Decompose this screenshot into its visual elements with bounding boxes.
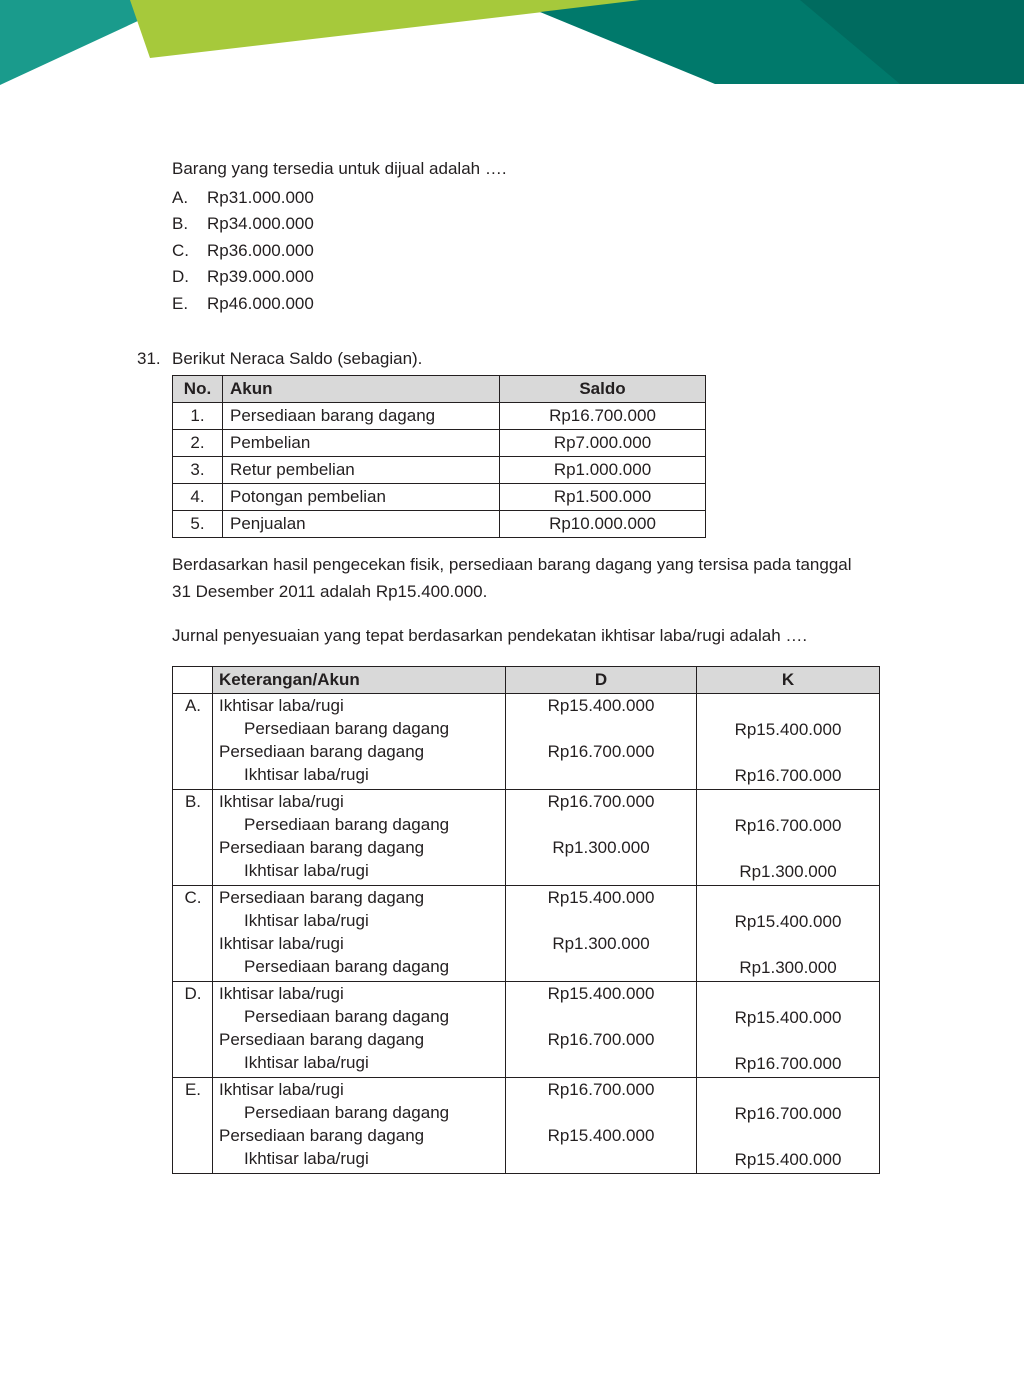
option-letter: C. bbox=[172, 241, 189, 260]
keterangan-cell bbox=[213, 982, 506, 1078]
option-value: Rp34.000.000 bbox=[207, 214, 314, 233]
kredit-cell bbox=[697, 1078, 880, 1174]
account-line: Ikhtisar laba/rugi bbox=[219, 792, 344, 811]
cell-akun: Pembelian bbox=[223, 430, 500, 457]
table-row bbox=[173, 511, 706, 538]
debit-amount: Rp16.700.000 bbox=[547, 742, 655, 761]
option-letter: E. bbox=[172, 294, 189, 313]
option-value: Rp36.000.000 bbox=[207, 241, 314, 260]
header-debit: D bbox=[506, 667, 697, 694]
account-line: Ikhtisar laba/rugi bbox=[244, 765, 369, 784]
cell-no: 1. bbox=[173, 403, 223, 430]
cell-no: 3. bbox=[173, 457, 223, 484]
kredit-amount: Rp15.400.000 bbox=[734, 912, 842, 931]
account-line: Persediaan barang dagang bbox=[244, 1007, 450, 1026]
account-line: Ikhtisar laba/rugi bbox=[244, 861, 369, 880]
header-banner bbox=[0, 0, 1024, 90]
keterangan-cell bbox=[213, 790, 506, 886]
cell-saldo: Rp1.500.000 bbox=[500, 484, 706, 511]
journal-option-row[interactable] bbox=[173, 1078, 880, 1174]
option-letter: D. bbox=[172, 267, 189, 286]
option-letter: E. bbox=[184, 1080, 202, 1099]
debit-amount: Rp15.400.000 bbox=[547, 696, 655, 715]
banner-teal-left bbox=[0, 0, 140, 85]
debit-cell bbox=[506, 1078, 697, 1174]
account-line: Persediaan barang dagang bbox=[244, 719, 450, 738]
debit-amount: Rp15.400.000 bbox=[547, 984, 655, 1003]
keterangan-cell bbox=[213, 886, 506, 982]
debit-amount: Rp16.700.000 bbox=[547, 1030, 655, 1049]
prev-question-stem: Barang yang tersedia untuk dijual adalah …. bbox=[172, 159, 507, 178]
account-line: Persediaan barang dagang bbox=[244, 815, 450, 834]
header-kredit: K bbox=[697, 667, 880, 694]
kredit-amount: Rp15.400.000 bbox=[734, 1150, 842, 1169]
cell-akun: Penjualan bbox=[223, 511, 500, 538]
table-row bbox=[173, 457, 706, 484]
journal-options-table bbox=[172, 666, 880, 1174]
debit-cell bbox=[506, 886, 697, 982]
cell-no: 4. bbox=[173, 484, 223, 511]
option-letter: A. bbox=[184, 696, 202, 715]
question-intro: Berikut Neraca Saldo (sebagian). bbox=[172, 349, 423, 368]
debit-cell bbox=[506, 982, 697, 1078]
kredit-amount: Rp16.700.000 bbox=[734, 766, 842, 785]
option-value: Rp46.000.000 bbox=[207, 294, 314, 313]
header-saldo: Saldo bbox=[500, 376, 706, 403]
kredit-amount: Rp1.300.000 bbox=[739, 862, 837, 881]
kredit-cell bbox=[697, 982, 880, 1078]
cell-saldo: Rp10.000.000 bbox=[500, 511, 706, 538]
option-letter-cell bbox=[173, 790, 213, 886]
account-line: Ikhtisar laba/rugi bbox=[244, 1149, 369, 1168]
kredit-cell bbox=[697, 790, 880, 886]
account-line: Ikhtisar laba/rugi bbox=[244, 1053, 369, 1072]
neraca-saldo-table bbox=[172, 375, 706, 538]
cell-no: 5. bbox=[173, 511, 223, 538]
cell-akun: Retur pembelian bbox=[223, 457, 500, 484]
account-line: Ikhtisar laba/rugi bbox=[219, 696, 344, 715]
option-letter-cell bbox=[173, 886, 213, 982]
account-line: Persediaan barang dagang bbox=[219, 888, 425, 907]
debit-cell bbox=[506, 694, 697, 790]
debit-amount: Rp15.400.000 bbox=[547, 1126, 655, 1145]
question-number: 31. bbox=[137, 349, 161, 368]
account-line: Persediaan barang dagang bbox=[219, 838, 425, 857]
kredit-amount: Rp16.700.000 bbox=[734, 1054, 842, 1073]
question-prompt: Jurnal penyesuaian yang tepat berdasarkan pendekatan ikhtisar laba/rugi adalah …. bbox=[172, 626, 808, 645]
table-row bbox=[173, 403, 706, 430]
account-line: Persediaan barang dagang bbox=[244, 1103, 450, 1122]
table-row bbox=[173, 484, 706, 511]
header-keterangan: Keterangan/Akun bbox=[213, 667, 506, 694]
option-letter-cell bbox=[173, 982, 213, 1078]
keterangan-cell bbox=[213, 694, 506, 790]
option-letter: A. bbox=[172, 188, 189, 207]
journal-option-row[interactable] bbox=[173, 694, 880, 790]
account-line: Persediaan barang dagang bbox=[244, 957, 450, 976]
kredit-amount: Rp15.400.000 bbox=[734, 1008, 842, 1027]
account-line: Ikhtisar laba/rugi bbox=[219, 934, 344, 953]
option-letter-cell bbox=[173, 1078, 213, 1174]
option-letter: C. bbox=[184, 888, 202, 907]
debit-amount: Rp15.400.000 bbox=[547, 888, 655, 907]
cell-akun: Potongan pembelian bbox=[223, 484, 500, 511]
header-letter bbox=[173, 667, 213, 694]
debit-amount: Rp1.300.000 bbox=[552, 838, 650, 857]
paragraph-line-1: Berdasarkan hasil pengecekan fisik, persediaan barang dagang yang tersisa pada tanggal bbox=[172, 555, 852, 574]
account-line: Ikhtisar laba/rugi bbox=[219, 1080, 344, 1099]
table-row bbox=[173, 430, 706, 457]
account-line: Ikhtisar laba/rugi bbox=[219, 984, 344, 1003]
cell-no: 2. bbox=[173, 430, 223, 457]
cell-saldo: Rp1.000.000 bbox=[500, 457, 706, 484]
debit-cell bbox=[506, 790, 697, 886]
header-akun: Akun bbox=[223, 376, 500, 403]
kredit-amount: Rp1.300.000 bbox=[739, 958, 837, 977]
paragraph-line-2: 31 Desember 2011 adalah Rp15.400.000. bbox=[172, 582, 488, 601]
kredit-cell bbox=[697, 886, 880, 982]
kredit-cell bbox=[697, 694, 880, 790]
option-value: Rp31.000.000 bbox=[207, 188, 314, 207]
debit-amount: Rp1.300.000 bbox=[552, 934, 650, 953]
header-no: No. bbox=[173, 376, 223, 403]
cell-akun: Persediaan barang dagang bbox=[223, 403, 500, 430]
account-line: Ikhtisar laba/rugi bbox=[244, 911, 369, 930]
cell-saldo: Rp7.000.000 bbox=[500, 430, 706, 457]
journal-option-row[interactable] bbox=[173, 886, 880, 982]
debit-amount: Rp16.700.000 bbox=[547, 792, 655, 811]
debit-amount: Rp16.700.000 bbox=[547, 1080, 655, 1099]
keterangan-cell bbox=[213, 1078, 506, 1174]
option-letter: D. bbox=[184, 984, 202, 1003]
kredit-amount: Rp15.400.000 bbox=[734, 720, 842, 739]
account-line: Persediaan barang dagang bbox=[219, 1030, 425, 1049]
option-letter-cell bbox=[173, 694, 213, 790]
option-letter: B. bbox=[172, 214, 189, 233]
account-line: Persediaan barang dagang bbox=[219, 742, 425, 761]
account-line: Persediaan barang dagang bbox=[219, 1126, 425, 1145]
kredit-amount: Rp16.700.000 bbox=[734, 816, 842, 835]
table-header-row bbox=[173, 667, 880, 694]
option-value: Rp39.000.000 bbox=[207, 267, 314, 286]
kredit-amount: Rp16.700.000 bbox=[734, 1104, 842, 1123]
journal-option-row[interactable] bbox=[173, 982, 880, 1078]
option-letter: B. bbox=[184, 792, 202, 811]
cell-saldo: Rp16.700.000 bbox=[500, 403, 706, 430]
table-header-row bbox=[173, 376, 706, 403]
journal-option-row[interactable] bbox=[173, 790, 880, 886]
